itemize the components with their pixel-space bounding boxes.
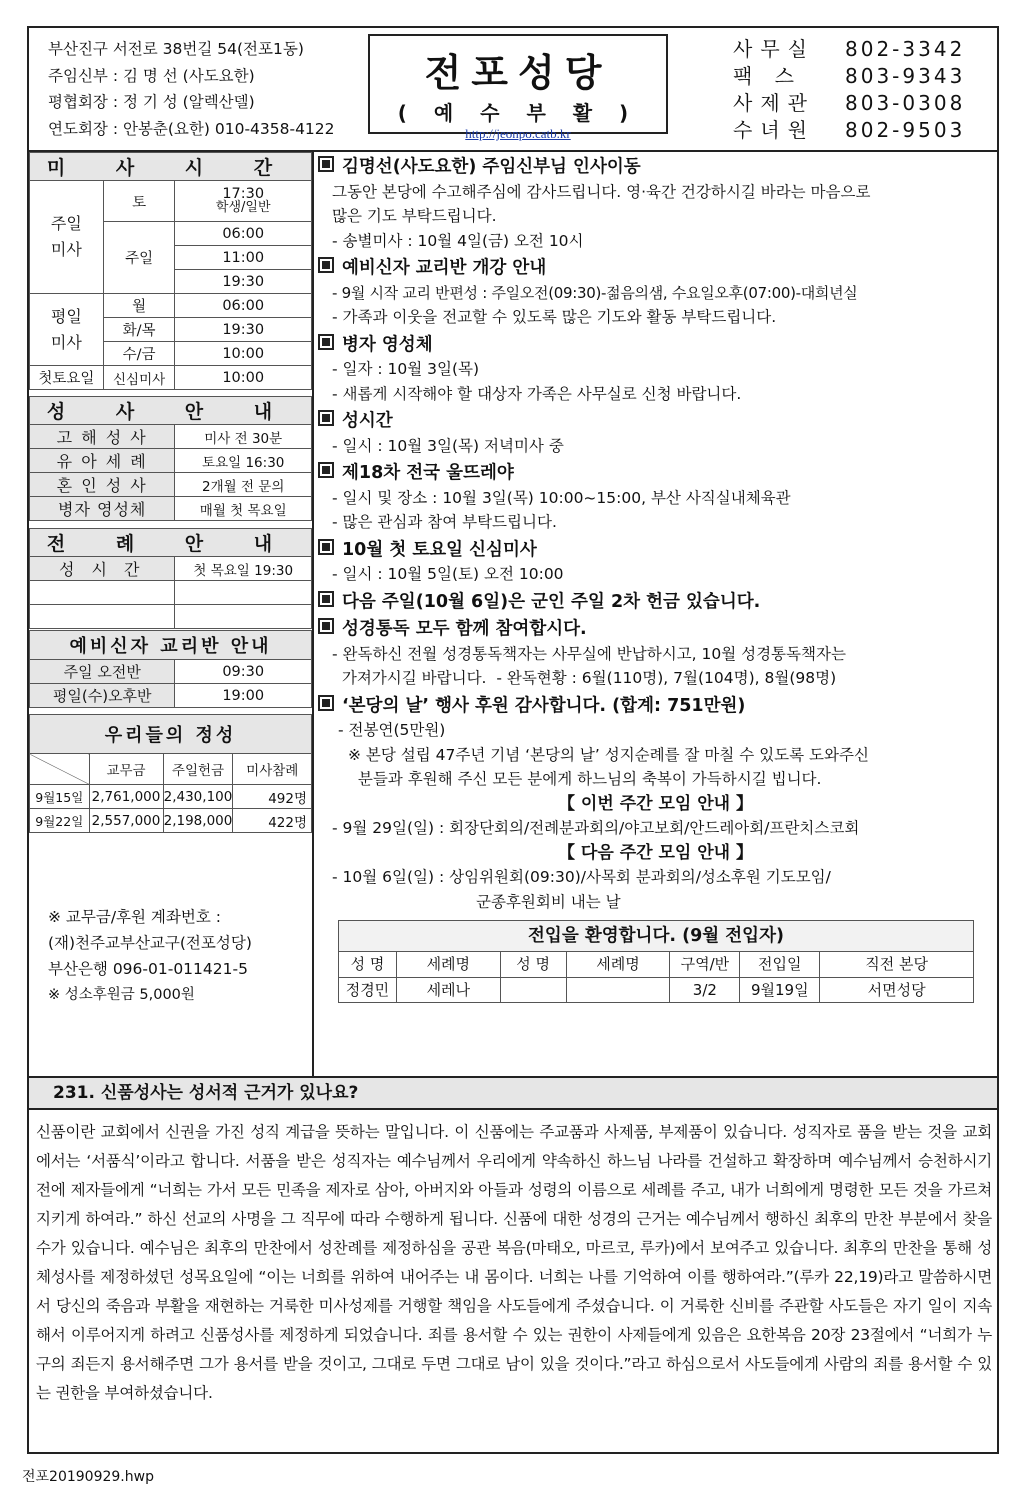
notice-heading: ‘본당의 날’ 행사 후원 감사합니다. (합계: 751만원) <box>318 694 993 719</box>
phone-row <box>733 117 965 144</box>
mass-title: 미 사 시 간 <box>30 153 312 181</box>
newcomer-cell <box>500 977 566 1003</box>
notice-heading: 병자 영성체 <box>318 333 993 358</box>
notice-line: ※ 본당 설립 47주년 기념 ‘본당의 날’ 성지순례를 잘 마칠 수 있도록 도와주신 <box>348 745 869 764</box>
notice-line: 분들과 후원해 주신 모든 분에게 하느님의 축복이 가득하시길 빕니다. <box>348 770 822 788</box>
column-divider <box>312 150 314 1076</box>
mass-table <box>29 152 312 390</box>
square-bullet-icon <box>318 334 334 350</box>
sacrament-name: 병자 영성체 <box>30 497 175 521</box>
pastor: 주임신부 : 김 명 선 (사도요한) <box>48 66 255 85</box>
square-bullet-icon <box>318 591 334 607</box>
wed-label: 수/금 <box>103 342 175 366</box>
catechumen-time: 19:00 <box>175 684 312 708</box>
phone-list <box>733 36 965 144</box>
notice-line: - 일시 및 장소 : 10월 3일(목) 10:00~15:00, 부산 사직실내체육관 <box>332 488 791 507</box>
parish-title: 전포성당 <box>424 50 612 95</box>
liturgy-table <box>29 528 312 629</box>
first-sat-time: 10:00 <box>175 366 312 390</box>
sat-time-cell <box>175 181 312 222</box>
notice-line: 가져가시길 바랍니다. - 완독현황 : 6월(110명), 7월(104명), 8월(98명) <box>332 669 837 687</box>
sacrament-time: 미사 전 30분 <box>175 425 312 449</box>
phone-row <box>733 90 965 117</box>
offering-value: 422명 <box>233 809 312 833</box>
this-week-meetings: - 9월 29일(일) : 회장단회의/전례분과회의/야고보회/안드레아회/프란치스코회 <box>332 819 860 837</box>
first-sat-name: 신심미사 <box>103 366 175 390</box>
weekday-mass-label: 평일 미사 <box>30 294 104 366</box>
sacrament-time: 매월 첫 목요일 <box>175 497 312 521</box>
phone-label: 수녀원 <box>733 118 815 142</box>
newcomer-col: 성 명 <box>500 952 566 978</box>
notice-line: 많은 기도 부탁드립니다. <box>332 207 497 225</box>
qa-body: 신품이란 교회에서 신권을 가진 성직 계급을 뜻하는 말입니다. 이 신품에는 주교품과 사제품, 부제품이 있습니다. 성직자로 품을 받는 것을 교회에서는 ‘서품식’이라고 합니다. 서품을 받은 성직자는 예수님께서 우리에게 약속하신 하느님 나라를 건설하고 확장하며 예수님께서 승천하시기 전에 제자들에게 “너희는 가서 모든 민족을 제자로 삼아, 아버지와 아들과 성령의 이름으로 세례를 주고, 내가 너희에게 명령한 모든 것을 가르쳐 지키게 하여라.” 하신 선교의 사명을 그 직무에 따라 수행하게 됩니다. 신품에 대한 성경의 근거는 예수님께서 행하신 최후의 만찬 부분에서 찾을 수가 있습니다. 예수님은 최후의 만찬에서 성찬례를 제정하심을 공관 복음(마태오, 마르코, 루카)에서 보여주고 있습니다. 최후의 만찬을 통해 성체성사를 제정하셨던 성목요일에 “이는 너희를 위하여 내어주는 내 몸이다. 너희는 나를 기억하여 이를 행하여라.”(루카 22,19)라고 말씀하시면서 당신의 죽음과 부활을 재현하는 거룩한 미사성제를 거행할 책임을 사도들에게 주셨습니다. 이 거룩한 신비를 주관할 사도들은 자기 일이 지속해서 이루어지게 하려고 신품성사를 제정하게 되었습니다. 죄를 용서할 수 있는 권한이 사제들에게 있음은 요한복음 20장 23절에서 “너희가 누구의 죄든지 용서해주면 그가 용서를 받을 것이고, 그대로 두면 그대로 남이 있을 것이다.”라고 하심으로서 사도들에게 사람의 죄를 용서할 수 있는 권한을 부여하셨습니다. <box>36 1123 992 1402</box>
council-president: 평협회장 : 정 기 성 (알렉산델) <box>48 93 255 111</box>
parish-subtitle: ( 예 수 부 활 ) <box>397 101 639 125</box>
offering-value: 2,430,100 <box>163 785 233 809</box>
address: 부산진구 서전로 38번길 54(전포1동) <box>48 40 304 58</box>
parish-info <box>48 36 335 142</box>
phone-row <box>733 36 965 63</box>
offering-col: 교무금 <box>89 754 163 785</box>
phone-number: 803-9343 <box>845 64 966 88</box>
sat-label: 토 <box>103 181 175 222</box>
phone-number: 802-9503 <box>845 118 966 142</box>
sun-time: 19:30 <box>175 270 312 294</box>
notice-line: - 많은 관심과 참여 부탁드립니다. <box>332 513 557 531</box>
this-week-title: 【 이번 주간 모임 안내 】 <box>558 793 753 814</box>
next-week-meetings-cont: 군종후원회비 내는 날 <box>476 892 621 911</box>
newcomer-col: 세례명 <box>396 952 500 978</box>
notice-line: - 송별미사 : 10월 4일(금) 오전 10시 <box>332 231 584 250</box>
notice-heading: 제18차 전국 울뜨레야 <box>318 461 993 486</box>
newcomer-table <box>338 920 974 1003</box>
newcomer-col: 전입일 <box>740 952 820 978</box>
sacrament-table <box>29 396 312 521</box>
next-week-title: 【 다음 주간 모임 안내 】 <box>558 842 753 863</box>
notice-line: - 일시 : 10월 3일(목) 저녁미사 중 <box>332 436 564 455</box>
square-bullet-icon <box>318 618 334 634</box>
offering-value: 2,761,000 <box>89 785 163 809</box>
notice-line: - 전봉연(5만원) <box>338 721 446 739</box>
sacrament-time: 2개월 전 문의 <box>175 473 312 497</box>
sun-time: 11:00 <box>175 246 312 270</box>
sacrament-name: 유 아 세 례 <box>30 449 175 473</box>
sunday-mass-label: 주일 미사 <box>30 181 104 294</box>
sacrament-name: 고 해 성 사 <box>30 425 175 449</box>
notice-heading: 김명선(사도요한) 주임신부님 인사이동 <box>318 155 993 180</box>
phone-number: 803-0308 <box>845 91 966 115</box>
first-sat-label: 첫토요일 <box>30 366 104 390</box>
offering-table <box>29 714 312 833</box>
notice-heading: 성시간 <box>318 409 993 434</box>
square-bullet-icon <box>318 257 334 273</box>
account-info <box>48 904 252 1008</box>
liturgy-title: 전 례 안 내 <box>30 529 312 557</box>
newcomer-col: 세례명 <box>566 952 670 978</box>
title-box <box>368 34 668 141</box>
liturgy-name: 성 시 간 <box>30 557 175 581</box>
notice-line: - 완독하신 전월 성경통독책자는 사무실에 반납하시고, 10월 성경통독책자는 <box>332 644 846 663</box>
sun-time: 06:00 <box>175 222 312 246</box>
catechumen-class: 평일(수)오후반 <box>30 684 175 708</box>
catechumen-class: 주일 오전반 <box>30 660 175 684</box>
next-week-meetings: - 10월 6일(일) : 상임위원회(09:30)/사목회 분과회의/성소후원 기도모임/ <box>332 868 831 886</box>
qa-title: 231. 신품성사는 성서적 근거가 있나요? <box>29 1078 997 1108</box>
newcomer-col: 성 명 <box>339 952 397 978</box>
tue-time: 19:30 <box>175 318 312 342</box>
sacrament-time: 토요일 16:30 <box>175 449 312 473</box>
file-name: 전포20190929.hwp <box>22 1469 154 1485</box>
vocation-fee: ※ 성소후원금 5,000원 <box>48 987 195 1003</box>
newcomer-col: 구역/반 <box>670 952 740 978</box>
offering-date: 9월15일 <box>30 785 90 809</box>
phone-number: 802-3342 <box>845 37 966 61</box>
sacrament-title: 성 사 안 내 <box>30 397 312 425</box>
parish-url[interactable]: http://jeonpo.catb.kr <box>465 126 571 141</box>
mon-label: 월 <box>103 294 175 318</box>
notice-line: - 9월 시작 교리 반편성 : 주일오전(09:30)-젊음의샘, 수요일오후(07:00)-대희년실 <box>332 283 858 302</box>
phone-row <box>733 63 965 90</box>
wed-time: 10:00 <box>175 342 312 366</box>
account-holder: (재)천주교부산교구(전포성당) <box>48 934 252 952</box>
mon-time: 06:00 <box>175 294 312 318</box>
offering-col: 미사참례 <box>233 754 312 785</box>
offering-value: 2,198,000 <box>163 809 233 833</box>
offering-title: 우리들의 정성 <box>30 715 312 754</box>
sat-time: 17:30 <box>222 186 265 202</box>
square-bullet-icon <box>318 156 334 172</box>
phone-label: 팩 스 <box>733 64 802 88</box>
square-bullet-icon <box>318 539 334 555</box>
catechumen-time: 09:30 <box>175 660 312 684</box>
newcomer-cell: 정경민 <box>339 977 397 1003</box>
diagonal-cell <box>30 754 90 785</box>
account-title: ※ 교무금/후원 계좌번호 : <box>48 908 221 926</box>
catechumen-title: 예비신자 교리반 안내 <box>30 631 312 660</box>
newcomer-cell: 세레나 <box>396 977 500 1003</box>
notice-heading: 성경통독 모두 함께 참여합시다. <box>318 617 993 642</box>
notice-line: - 새롭게 시작해야 할 대상자 가족은 사무실로 신청 바랍니다. <box>332 384 742 403</box>
phone-label: 사무실 <box>733 37 815 61</box>
qa-title-divider <box>27 1108 999 1110</box>
notice-heading: 예비신자 교리반 개강 안내 <box>318 256 993 281</box>
phone-label: 사제관 <box>733 91 815 115</box>
notice-line: - 가족과 이웃을 전교할 수 있도록 많은 기도와 활동 부탁드립니다. <box>332 308 777 326</box>
catechumen-table <box>29 630 312 708</box>
newcomer-cell: 3/2 <box>670 977 740 1003</box>
newcomer-cell <box>566 977 670 1003</box>
offering-value: 492명 <box>233 785 312 809</box>
newcomer-title: 전입을 환영합니다. (9월 전입자) <box>339 921 974 952</box>
newcomer-col: 직전 본당 <box>820 952 974 978</box>
notice-line: - 일자 : 10월 3일(목) <box>332 360 480 378</box>
notice-list <box>318 152 993 1003</box>
offering-col: 주일헌금 <box>163 754 233 785</box>
legion-president: 연도회장 : 안봉춘(요한) 010-4358-4122 <box>48 119 335 138</box>
offering-value: 2,557,000 <box>89 809 163 833</box>
notice-line: 그동안 본당에 수고해주심에 감사드립니다. 영·육간 건강하시길 바라는 마음으로 <box>332 182 871 201</box>
notice-heading: 10월 첫 토요일 신심미사 <box>318 538 993 563</box>
tue-label: 화/목 <box>103 318 175 342</box>
sun-label: 주일 <box>103 222 175 294</box>
square-bullet-icon <box>318 410 334 426</box>
newcomer-cell: 서면성당 <box>820 977 974 1003</box>
liturgy-time: 첫 목요일 19:30 <box>175 557 312 581</box>
notice-heading: 다음 주일(10월 6일)은 군인 주일 2차 헌금 있습니다. <box>318 590 993 615</box>
newcomer-cell: 9월19일 <box>740 977 820 1003</box>
square-bullet-icon <box>318 695 334 711</box>
sat-note: 학생/일반 <box>215 200 271 215</box>
square-bullet-icon <box>318 462 334 478</box>
sacrament-name: 혼 인 성 사 <box>30 473 175 497</box>
offering-date: 9월22일 <box>30 809 90 833</box>
account-number: 부산은행 096-01-011421-5 <box>48 960 248 978</box>
notice-line: - 일시 : 10월 5일(토) 오전 10:00 <box>332 565 564 583</box>
